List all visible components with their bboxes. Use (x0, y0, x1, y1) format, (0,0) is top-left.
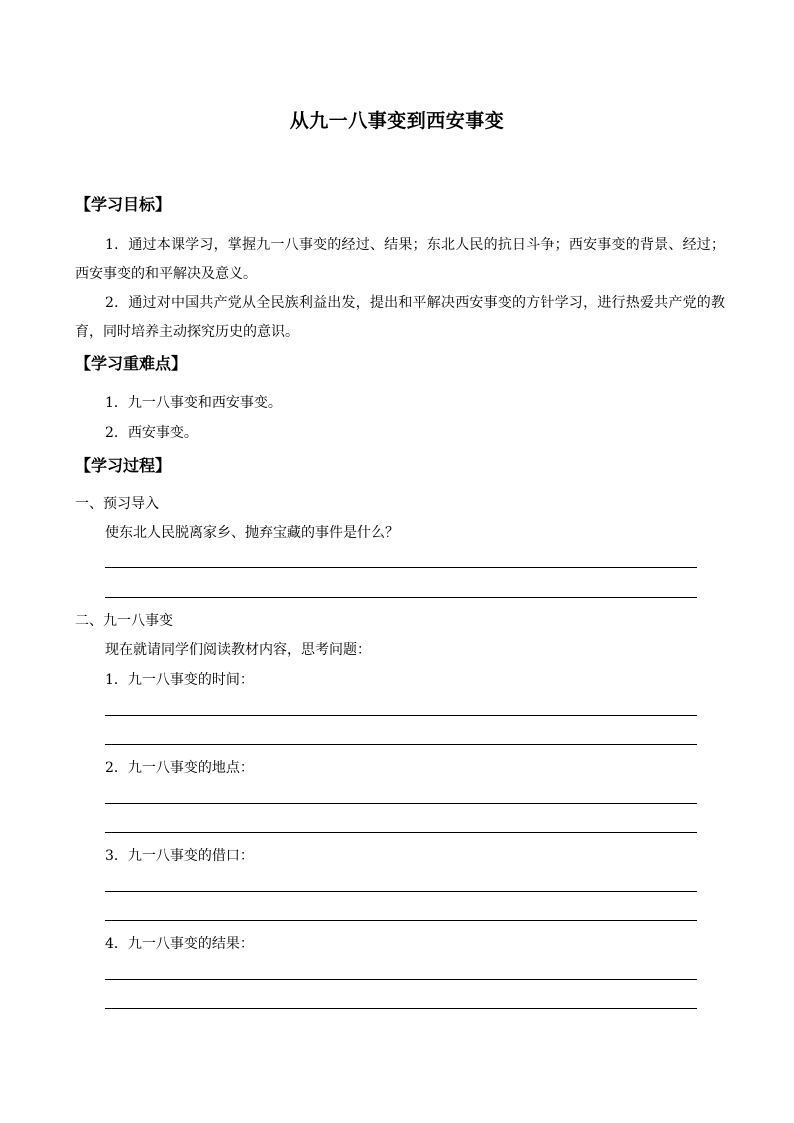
section-2-intro: 现在就请同学们阅读教材内容，思考问题： (105, 642, 371, 658)
objective-item-2: 2．通过对中国共产党从全民族利益出发，提出和平解决西安事变的方针学习，进行热爱共产党的教育，同时培养主动探究历史的意识。 (75, 295, 725, 340)
process-heading: 【学习过程】 (75, 456, 172, 475)
key-point-item-2: 2．西安事变。 (105, 425, 198, 441)
answer-line[interactable] (105, 1008, 697, 1009)
key-point-item-1: 1．九一八事变和西安事变。 (105, 395, 282, 411)
answer-line[interactable] (105, 744, 697, 745)
question-pretext: 3．九一八事变的借口： (105, 848, 254, 864)
answer-line[interactable] (105, 832, 697, 833)
answer-line[interactable] (105, 715, 697, 716)
page-title: 从九一八事变到西安事变 (289, 110, 505, 132)
answer-line[interactable] (105, 597, 697, 598)
section-1-title: 一、预习导入 (75, 496, 159, 512)
answer-line[interactable] (105, 567, 697, 568)
objectives-heading: 【学习目标】 (75, 195, 172, 214)
answer-line[interactable] (105, 891, 697, 892)
question-result: 4．九一八事变的结果： (105, 936, 254, 952)
question-place: 2．九一八事变的地点： (105, 760, 254, 776)
key-points-heading: 【学习重难点】 (75, 354, 188, 373)
answer-line[interactable] (105, 920, 697, 921)
objective-item-1: 1．通过本课学习，掌握九一八事变的经过、结果；东北人民的抗日斗争；西安事变的背景、经过；西安事变的和平解决及意义。 (75, 237, 725, 282)
section-2-title: 二、九一八事变 (75, 613, 173, 629)
answer-line[interactable] (105, 979, 697, 980)
section-1-question: 使东北人民脱离家乡、抛弃宝藏的事件是什么？ (105, 525, 399, 541)
question-time: 1．九一八事变的时间： (105, 672, 254, 688)
answer-line[interactable] (105, 803, 697, 804)
